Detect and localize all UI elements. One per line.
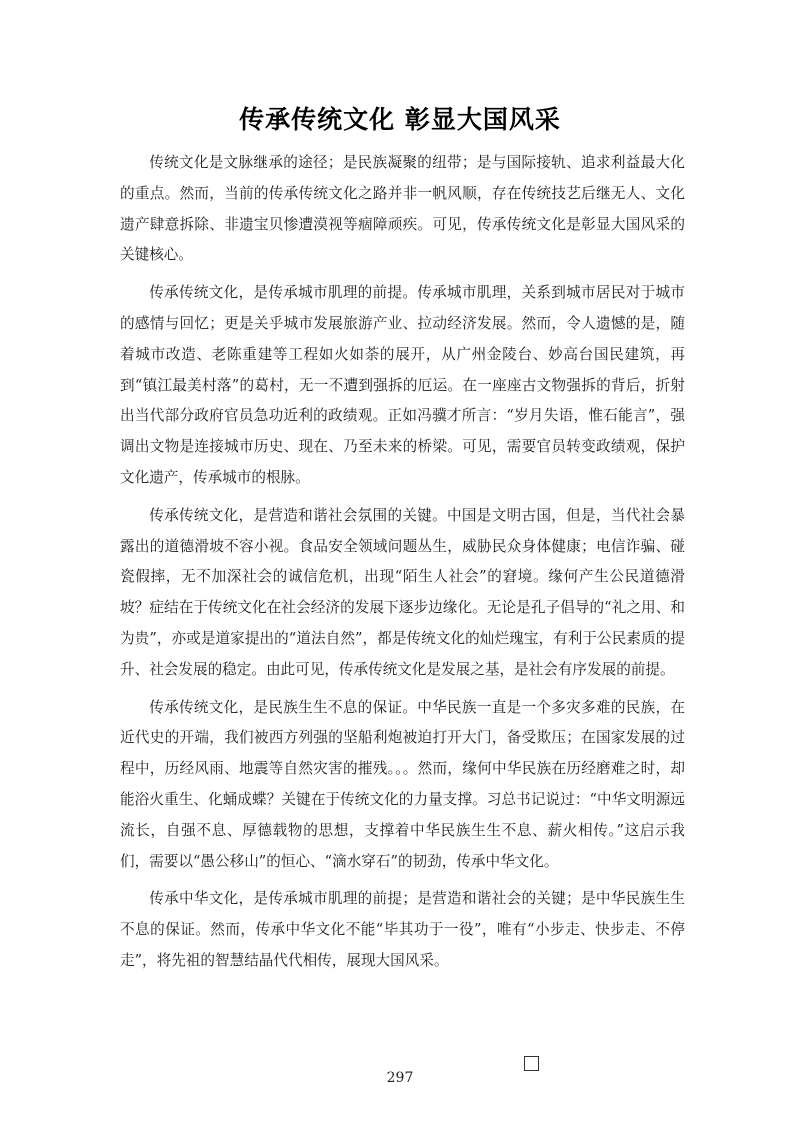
- page-number: 297: [386, 1070, 414, 1086]
- paragraph-conclusion: 传承中华文化，是传承城市肌理的前提；是营造和谐社会的关键；是中华民族生生不息的保证。然而，传承中华文化不能“毕其功于一役”，唯有“小步走、快步走、不停走”，将先祖的智慧结晶代代相传，展现大国风采。: [120, 890, 685, 969]
- page-title: 传承传统文化 彰显大国风采: [239, 105, 561, 134]
- paragraph-intro: 传统文化是文脉继承的途径；是民族凝聚的纽带；是与国际接轨、追求利益最大化的重点。然而，当前的传承传统文化之路并非一帆风顺，存在传统技艺后继无人、文化遗产肆意拆除、非遗宝贝惨遭漠视等痼障顽疾。可见，传承传统文化是彰显大国风采的关键核心。: [120, 154, 685, 264]
- paragraph-city-texture: 传承传统文化，是传承城市肌理的前提。传承城市肌理，关系到城市居民对于城市的感情与回忆；更是关乎城市发展旅游产业、拉动经济发展。然而，令人遗憾的是，随着城市改造、老陈重建等工程如火如荼的展开，从广州金陵台、妙高台国民建筑，再到“镇江最美村落”的葛村，无一不遭到强拆的厄运。在一座座古文物强拆的背后，折射出当代部分政府官员急功近利的政绩观。正如冯骥才所言：“岁月失语，惟石能言”，强调出文物是连接城市历史、现在、乃至未来的桥梁。可见，需要官员转变政绩观，保护文化遗产，传承城市的根脉。: [120, 284, 685, 486]
- checkbox-square-icon: [524, 1056, 539, 1071]
- paragraph-harmonious-society: 传承传统文化，是营造和谐社会氛围的关键。中国是文明古国，但是，当代社会暴露出的道德滑坡不容小视。食品安全领域问题丛生，威胁民众身体健康；电信诈骗、碰瓷假摔，无不加深社会的诚信危机，出现“陌生人社会”的窘境。缘何产生公民道德滑坡？症结在于传统文化在社会经济的发展下逐步边缘化。无论是孔子倡导的“礼之用、和为贵”，亦或是道家提出的“道法自然”，都是传统文化的灿烂瑰宝，有利于公民素质的提升、社会发展的稳定。由此可见，传承传统文化是发展之基，是社会有序发展的前提。: [120, 506, 685, 678]
- paragraph-national-endurance: 传承传统文化，是民族生生不息的保证。中华民族一直是一个多灾多难的民族，在近代史的开端，我们被西方列强的坚船利炮被迫打开大门，备受欺压；在国家发展的过程中，历经风雨、地震等自然灾害的摧残。。。然而，缘何中华民族在历经磨难之时，却能浴火重生、化蛹成蝶？关键在于传统文化的力量支撑。习总书记说过：“中华文明源远流长，自强不息、厚德载物的思想，支撑着中华民族生生不息、薪火相传。”这启示我们，需要以“愚公移山”的恒心、“滴水穿石”的韧劲，传承中华文化。: [120, 698, 685, 870]
- article-body: [120, 148, 685, 984]
